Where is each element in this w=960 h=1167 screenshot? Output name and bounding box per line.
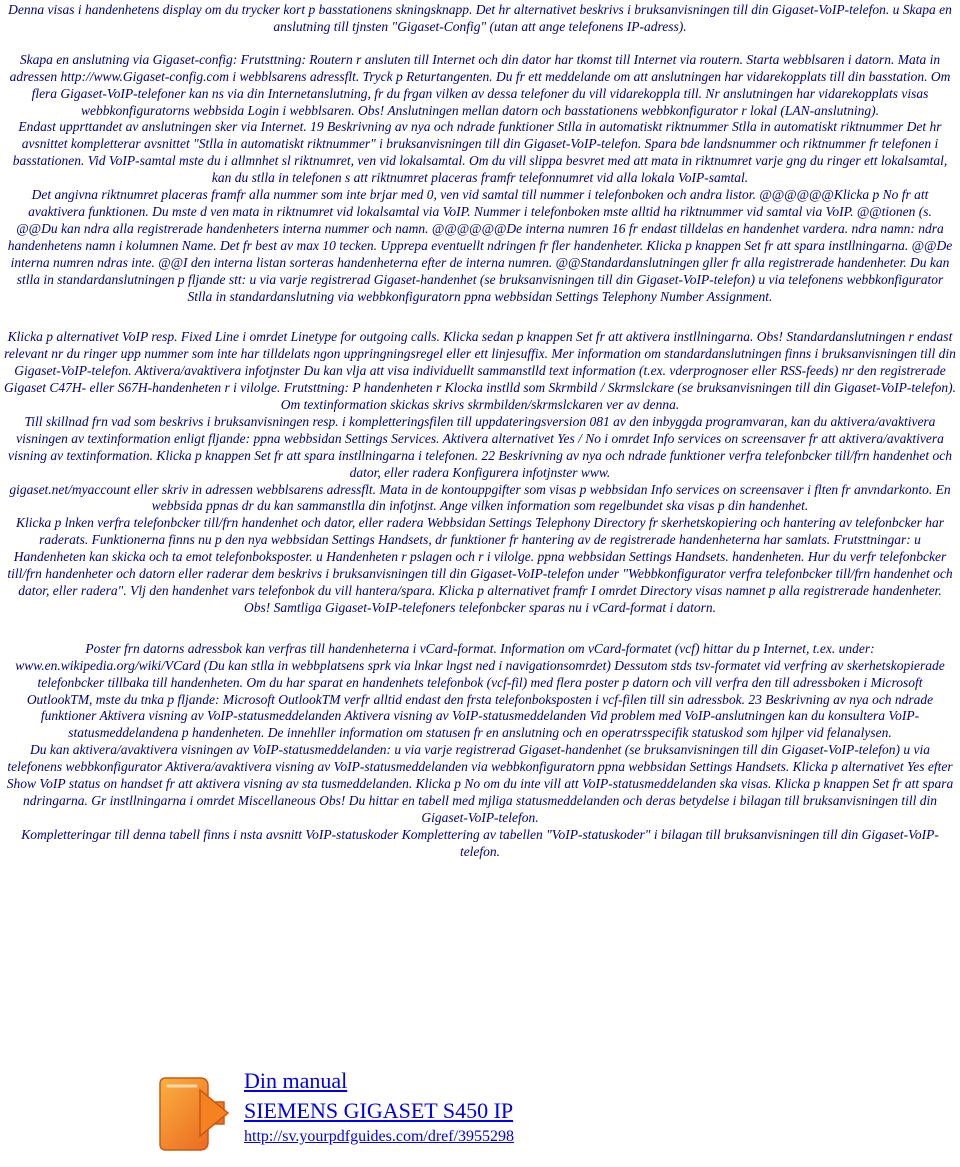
paragraph-voip-status-codes: Kompletteringar till denna tabell finns i nsta avsnitt VoIP-statuskoder Komplettering av tabellen "VoIP-statuskoder" i bilagan till bruksanvisningen till din Gigaset-VoIP-telefon.: [21, 826, 939, 859]
paragraph-info-services: Till skillnad frn vad som beskrivs i bruksanvisningen resp. i kompletteringsfilen till uppdateringsversion 081 av den inbyggda programvaran, kan du aktivera/avaktivera visningen av textinformation enligt fljande: ppna webbsidan Settings Services. Aktivera alternativet Yes / No i omrdet Info services on screensaver fr att aktivera/avaktivera visning av textinformation. Klicka p knappen Set fr att spara instllningarna i telefonen. 22 Beskrivning av nya och ndrade funktioner verfra telefonbcker till/frn handenhet och dator, eller radera Konfigurera infotjnster www.: [7, 413, 953, 480]
document-body: [4, 2, 956, 861]
paragraph-gigaset-config: Skapa en anslutning via Gigaset-config: Frutsttning: Routern r ansluten till Internet och din dator har tkomst till Internet via routern. Starta webblsaren i datorn. Mata in adressen http://www.Gigaset-config.com i webblsarens adressflt. Tryck p Returtangenten. Du fr ett meddelande om att anslutningen har vidarekopplats till din basstation. Om flera Gigaset-VoIP-telefoner kan ns via din Internetanslutning, fr du frgan vilken av dessa telefoner du vill vidarekoppla till. Nr anslutningen har vidarekopplats visas webbkonfiguratorns webbsida Login i webblsaren. Obs! Anslutningen mellan datorn och basstationens webbkonfigurator r lokal (LAN-anslutning).: [9, 51, 951, 118]
link-product-name[interactable]: SIEMENS GIGASET S450 IP: [244, 1098, 514, 1123]
footer: [156, 1066, 756, 1162]
paragraph-area-code-prefix: Det angivna riktnumret placeras framfr alla nummer som inte brjar med 0, ven vid samtal till nummer i telefonboken och andra listor. @@@@@@Klicka p No fr att avaktivera funktionen. Du mste d ven mata in riktnumret vid lokalsamtal via VoIP. Nummer i telefonboken mste alltid ha riktnummer vid samtal via VoIP. @@tionen (s.: [28, 187, 932, 219]
link-url[interactable]: http://sv.yourpdfguides.com/dref/3955298: [244, 1128, 515, 1145]
paragraph-display-info: Denna visas i handenhetens display om du trycker kort p basstationens skningsknapp. Det hr alternativet beskrivs i bruksanvisningen till din Gigaset-VoIP-telefon. u Skapa en anslutning till tjnsten "Gigaset-Config" (utan att ange telefonens IP-adress).: [8, 2, 952, 34]
link-din-manual[interactable]: Din manual: [244, 1068, 348, 1093]
pdf-arrow-icon: [156, 1072, 232, 1158]
paragraph-myaccount: gigaset.net/myaccount eller skriv in adressen webblsarens adressflt. Mata in de kontouppgifter som visas p webbsidan Info services on screensaver i flten fr anvndarkonto. En webbsida ppnas dr du kan sammanstlla din infotjnst. Ange vilken information som regelbundet ska visas p din handenhet.: [9, 481, 951, 514]
paragraph-default-line: Klicka p alternativet VoIP resp. Fixed Line i omrdet Linetype for outgoing calls. Klicka sedan p knappen Set fr att aktivera instllningarna. Obs! Standardanslutningen r endast relevant nr du ringer upp nummer som inte har tilldelats ngon uppringningsregel eller ett linjesuffix. Mer information om standardanslutningen finns i bruksanvisningen till din Gigaset-VoIP-telefon. Aktivera/avaktivera infotjnster Du kan vlja att visa individuellt sammanstlld text information (t.ex. vderprognoser eller RSS-feeds) nr den registrerade Gigaset C47H- eller S67H-handenheten r i vilolge. Frutsttning: P handenheten r Klocka instlld som Skrmbild / Skrmslckare (se bruksanvisningen till din Gigaset-VoIP-telefon). Om textinformation skickas skrivs skrmbilden/skrmslckaren ver av denna.: [4, 329, 956, 413]
paragraph-area-code: Endast upprttandet av anslutningen sker via Internet. 19 Beskrivning av nya och ndrade funktioner Stlla in automatiskt riktnummer Stlla in automatiskt riktnummer Det hr avsnittet kompletterar avsnittet "Stlla in automatiskt riktnummer" i bruksanvisningen till din Gigaset-VoIP-telefon. Spara bde landsnummer och riktnummer fr telefonen i basstationen. Vid VoIP-samtal mste du i allmnhet sl riktnumret, ven vid lokalsamtal. Om du vill slippa besvret med att mata in riktnumret varje gng du ringer ett lokalsamtal, kan du stlla in telefonen s att riktnumret placeras framfr telefonnumret vid alla lokala VoIP-samtal.: [12, 119, 948, 186]
paragraph-handset-names: @@Du kan ndra alla registrerade handenheters interna nummer och namn. @@@@@@De interna numren 16 fr endast tilldelas en handenhet vardera. ndra namn: ndra handenhetens namn i kolumnen Name. Det fr best av max 10 tecken. Upprepa eventuellt ndringen fr fler handenheter. Klicka p knappen Set fr att spara instllningarna. @@De interna numren ndras inte. @@I den interna listan sorteras handenheterna efter de interna numren. @@Standardanslutningen gller fr alla registrerade handenheter. Du kan stlla in standardanslutningen p fljande stt: u via varje registrerad Gigaset-handenhet (se bruksanvisningen till din Gigaset-VoIP-telefon) u via telefonens webbkonfigurator Stlla in standardanslutning via webbkonfiguratorn ppna webbsidan Settings Telephony Number Assignment.: [7, 220, 953, 304]
paragraph-voip-status: Du kan aktivera/avaktivera visningen av VoIP-statusmeddelanden: u via varje registrerad Gigaset-handenhet (se bruksanvisningen till din Gigaset-VoIP-telefon) u via telefonens webbkonfigurator Aktivera/avaktivera visning av VoIP-statusmeddelanden via webbkonfiguratorn ppna webbsidan Settings Handsets. Klicka p alternativet Yes efter Show VoIP status on handset fr att aktivera visning av sta tusmeddelanden. Klicka p No om du inte vill att VoIP-statusmeddelanden ska visas. Klicka p knappen Set fr att spara ndringarna. Gr instllningarna i omrdet Miscellaneous Obs! Du hittar en tabell med mjliga statusmeddelanden och deras betydelse i bilagan till bruksanvisningen till din Gigaset-VoIP-telefon.: [6, 742, 954, 825]
paragraph-vcard: Poster frn datorns adressbok kan verfras till handenheterna i vCard-format. Information om vCard-formatet (vcf) hittar du p Internet, t.ex. under: www.en.wikipedia.org/wiki/VCard (Du kan stlla in webbplatsens sprk via lnkar lngst ned i navigationsomrdet) Dessutom stds tsv-formatet vid verfring av skerhetskopierade telefonbcker tillbaka till handenheten. Om du har sparat en handenhets telefonbok (vcf-fil) med flera poster p datorn och vill verfra den till adressboken i Microsoft OutlookTM, mste du tnka p fljande: Microsoft OutlookTM verfr alltid endast den frsta telefonboksposten i vcf-filen till sin adressbok. 23 Beskrivning av nya och ndrade funktioner Aktivera visning av VoIP-statusmeddelanden Aktivera visning av VoIP-statusmeddelanden Vid problem med VoIP-anslutningen kan du konsultera VoIP-statusmeddelandena p handenheten. De innehller information om statusen fr en anslutning och en operatrsspecifik statuskod som hjlper vid felanalysen.: [15, 640, 945, 741]
paragraph-phonebook-transfer: Klicka p lnken verfra telefonbcker till/frn handenhet och dator, eller radera Webbsidan Settings Telephony Directory fr skerhetskopiering och hantering av telefonbcker har raderats. Funktionerna finns nu p den nya webbsidan Settings Handsets, dr funktioner fr hantering av de registrerade handenheterna har samlats. Frutsttningar: u Handenheten kan skicka och ta emot telefonboksposter. u Handenheten r pslagen och r i vilolge. ppna webbsidan Settings Handsets. handenheten. Hur du verfr telefonbcker till/frn handenheter och datorn eller raderar dem beskrivs i bruksanvisningen till din Gigaset-VoIP-telefon under "Webbkonfigurator verfra telefonbcker till/frn handenhet och dator, eller radera". Vlj den handenhet vars telefonbok du vill hantera/spara. Klicka p alternativet framfr I omrdet Directory visas namnet p alla registrerade handenheter. Obs! Samtliga Gigaset-VoIP-telefoners telefonbcker sparas nu i vCard-format i datorn.: [7, 515, 953, 615]
footer-links: [244, 1066, 514, 1148]
